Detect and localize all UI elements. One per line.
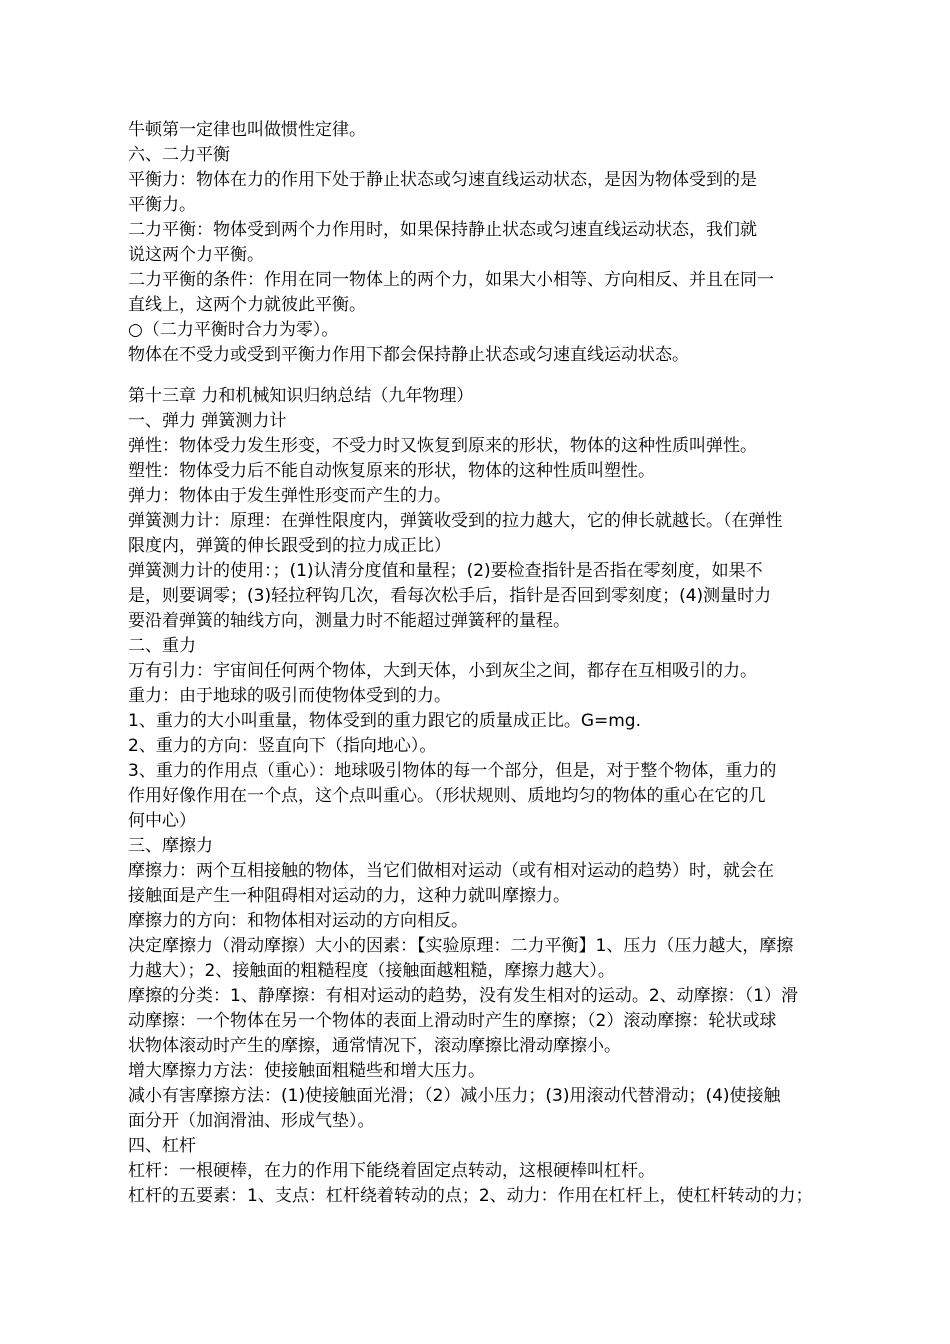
text-line: 作用好像作用在一个点，这个点叫重心。（形状规则、质地均匀的物体的重心在它的几 [128,786,766,806]
text-line: ○（二力平衡时合力为零）。 [128,320,339,340]
text-line: 平衡力。 [128,195,196,215]
text-line: 杠杆：一根硬棒，在力的作用下能绕着固定点转动，这根硬棒叫杠杆。 [128,1161,655,1181]
text-line: 状物体滚动时产生的摩擦，通常情况下，滚动摩擦比滑动摩擦小。 [128,1036,621,1056]
text-line: 弹力：物体由于发生弹性形变而产生的力。 [128,486,451,506]
text-line: 万有引力：宇宙间任何两个物体，大到天体，小到灰尘之间，都存在互相吸引的力。 [128,661,757,681]
text-line: 面分开（加润滑油、形成气垫）。 [128,1111,375,1131]
text-line: 增大摩擦力方法：使接触面粗糙些和增大压力。 [128,1061,485,1081]
text-line: 牛顿第一定律也叫做惯性定律。 [128,120,366,140]
text-line: 限度内，弹簧的伸长跟受到的拉力成正比） [128,536,451,556]
text-line: 减小有害摩擦方法：(1)使接触面光滑；（2）减小压力；(3)用滚动代替滑动；(4)使接触 [128,1086,781,1106]
text-line: 物体在不受力或受到平衡力作用下都会保持静止状态或匀速直线运动状态。 [128,345,689,365]
text-line: 平衡力：物体在力的作用下处于静止状态或匀速直线运动状态，是因为物体受到的是 [128,170,757,190]
text-line: 重力：由于地球的吸引而使物体受到的力。 [128,686,451,706]
text-line: 塑性：物体受力后不能自动恢复原来的形状，物体的这种性质叫塑性。 [128,461,655,481]
text-line: 二力平衡的条件：作用在同一物体上的两个力，如果大小相等、方向相反、并且在同一 [128,270,774,290]
text-line: 弹簧测力计的使用：；(1)认清分度值和量程；(2)要检查指针是否指在零刻度，如果不 [128,561,763,581]
text-line: 弹性：物体受力发生形变，不受力时又恢复到原来的形状，物体的这种性质叫弹性。 [128,436,757,456]
section-heading: 六、二力平衡 [128,145,230,165]
text-line: 接触面是产生一种阻碍相对运动的力，这种力就叫摩擦力。 [128,886,570,906]
text-line: 摩擦力的方向：和物体相对运动的方向相反。 [128,911,468,931]
document-page [128,118,833,1209]
text-line: 摩擦力：两个互相接触的物体，当它们做相对运动（或有相对运动的趋势）时，就会在 [128,861,774,881]
text-line: 直线上，这两个力就彼此平衡。 [128,295,366,315]
text-line: 杠杆的五要素：1、支点：杠杆绕着转动的点；2、动力：作用在杠杆上，使杠杆转动的力； [128,1186,813,1206]
chapter-title: 第十三章 力和机械知识归纳总结（九年物理） [128,386,474,406]
section-heading: 二、重力 [128,636,196,656]
text-line: 说这两个力平衡。 [128,245,264,265]
text-line: 2、重力的方向：竖直向下（指向地心）。 [128,736,437,756]
text-line: 动摩擦：一个物体在另一个物体的表面上滑动时产生的摩擦；（2）滚动摩擦：轮状或球 [128,1011,777,1031]
section-heading: 三、摩擦力 [128,836,213,856]
text-line: 弹簧测力计：原理：在弹性限度内，弹簧收受到的拉力越大，它的伸长就越长。（在弹性 [128,511,783,531]
text-line: 是，则要调零；(3)轻拉秤钩几次，看每次松手后，指针是否回到零刻度；(4)测量时力 [128,586,772,606]
text-line: 何中心） [128,811,196,831]
section-heading: 四、杠杆 [128,1136,196,1156]
text-line: 摩擦的分类：1、静摩擦：有相对运动的趋势，没有发生相对的运动。2、动摩擦：（1）滑 [128,986,798,1006]
text-line: 1、重力的大小叫重量，物体受到的重力跟它的质量成正比。G=mg. [128,711,641,731]
text-line: 决定摩擦力（滑动摩擦）大小的因素：【实验原理：二力平衡】1、压力（压力越大，摩擦 [128,936,794,956]
text-line: 二力平衡：物体受到两个力作用时，如果保持静止状态或匀速直线运动状态，我们就 [128,220,757,240]
text-line: 要沿着弹簧的轴线方向，测量力时不能超过弹簧秤的量程。 [128,611,570,631]
text-line: 力越大）；2、接触面的粗糙程度（接触面越粗糙，摩擦力越大）。 [128,961,615,981]
paragraph-gap [128,368,833,384]
text-line: 3、重力的作用点（重心）：地球吸引物体的每一个部分，但是，对于整个物体，重力的 [128,761,777,781]
section-heading: 一、弹力 弹簧测力计 [128,411,287,431]
